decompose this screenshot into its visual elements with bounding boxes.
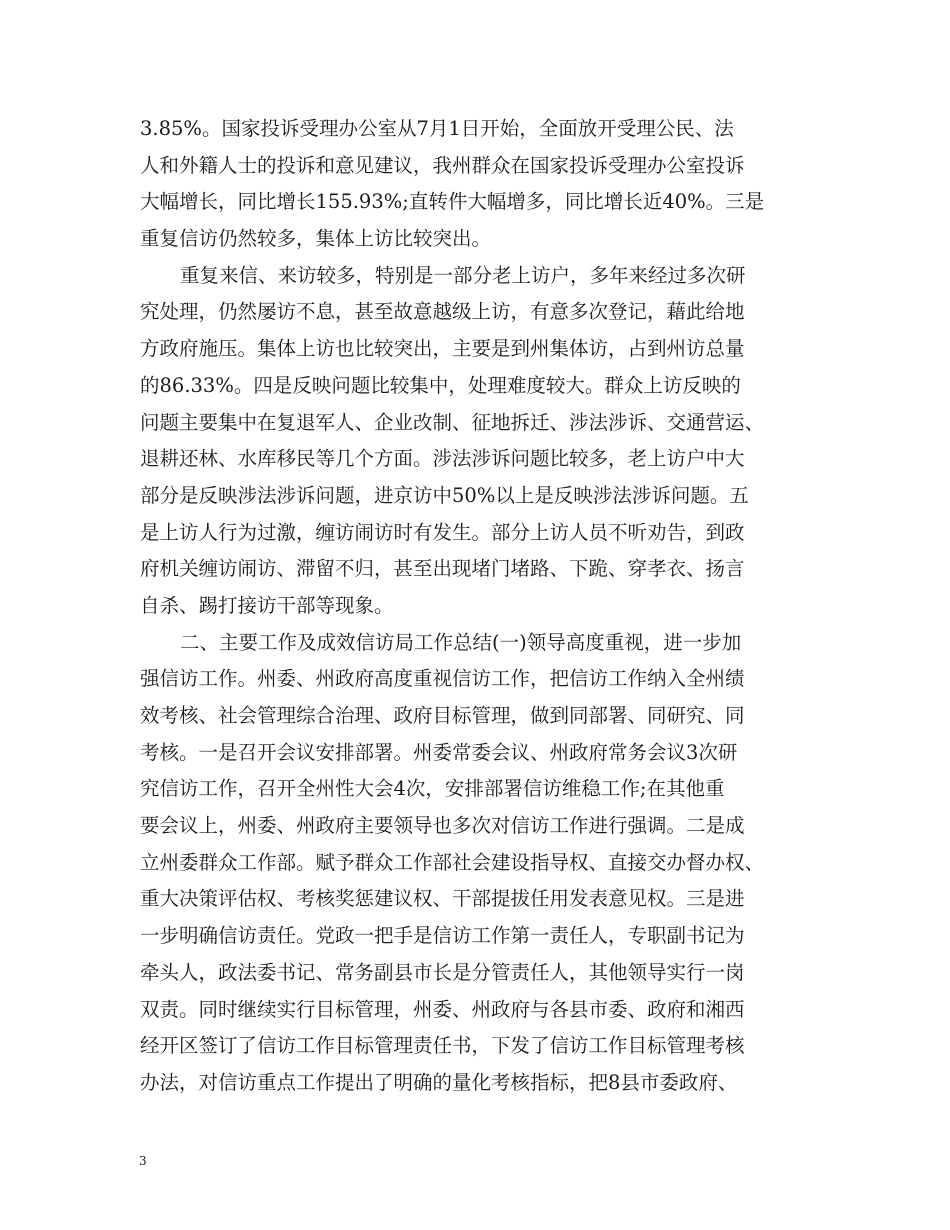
text-line: 退耕还林、水库移民等几个方面。涉法涉诉问题比较多，老上访户中大	[140, 447, 745, 471]
text-line: 重复来信、来访较多，特别是一部分老上访户，多年来经过多次研	[180, 263, 746, 287]
text-line: 自杀、踢打接访干部等现象。	[140, 593, 394, 617]
text-line: 效考核、社会管理综合治理、政府目标管理，做到同部署、同研究、同	[140, 704, 745, 727]
text-line: 大幅增长，同比增长155.93%;直转件大幅增多，同比增长近40%。三是	[140, 190, 765, 214]
text-line: 3.85%。国家投诉受理办公室从7月1日开始，全面放开受理公民、法	[140, 117, 734, 140]
text-line: 人和外籍人士的投诉和意见建议，我州群众在国家投诉受理办公室投诉	[140, 153, 745, 177]
text-line: 究信访工作，召开全州性大会4次，安排部署信访维稳工作;在其他重	[140, 777, 725, 801]
text-line: 牵头人，政法委书记、常务副县市长是分管责任人，其他领导实行一岗	[140, 960, 745, 984]
text-line: 部分是反映涉法涉诉问题，进京访中50%以上是反映涉法涉诉问题。五	[140, 483, 749, 507]
text-line: 一步明确信访责任。党政一把手是信访工作第一责任人，专职副书记为	[140, 924, 745, 948]
text-line: 究处理，仍然屡访不息，甚至故意越级上访，有意多次登记，藉此给地	[140, 300, 745, 324]
text-line: 重大决策评估权、考核奖惩建议权、干部提拔任用发表意见权。三是进	[140, 887, 745, 911]
text-line: 立州委群众工作部。赋予群众工作部社会建设指导权、直接交办督办权、	[140, 850, 765, 874]
text-line: 问题主要集中在复退军人、企业改制、征地拆迁、涉法涉诉、交通营运、	[140, 410, 765, 434]
text-line: 经开区签订了信访工作目标管理责任书，下发了信访工作目标管理考核	[140, 1034, 745, 1058]
text-line: 重复信访仍然较多，集体上访比较突出。	[140, 227, 492, 251]
text-line: 要会议上，州委、州政府主要领导也多次对信访工作进行强调。二是成	[140, 814, 745, 838]
text-line: 府机关缠访闹访、滞留不归，甚至出现堵门堵路、下跪、穿孝衣、扬言	[140, 557, 745, 581]
body-text	[140, 111, 820, 1102]
text-line: 是上访人行为过激，缠访闹访时有发生。部分上访人员不听劝告，到政	[140, 520, 745, 544]
text-line: 二、主要工作及成效信访局工作总结(一)领导高度重视，进一步加	[180, 630, 742, 654]
text-line: 的86.33%。四是反映问题比较集中，处理难度较大。群众上访反映的	[140, 373, 741, 397]
text-line: 双责。同时继续实行目标管理，州委、州政府与各县市委、政府和湘西	[140, 997, 745, 1021]
text-line: 方政府施压。集体上访也比较突出，主要是到州集体访，占到州访总量	[140, 337, 745, 361]
text-line: 强信访工作。州委、州政府高度重视信访工作，把信访工作纳入全州绩	[140, 667, 745, 691]
page-number: 3	[139, 1154, 147, 1168]
text-line: 办法，对信访重点工作提出了明确的量化考核指标，把8县市委政府、	[140, 1070, 738, 1094]
text-line: 考核。一是召开会议安排部署。州委常委会议、州政府常务会议3次研	[140, 740, 738, 764]
